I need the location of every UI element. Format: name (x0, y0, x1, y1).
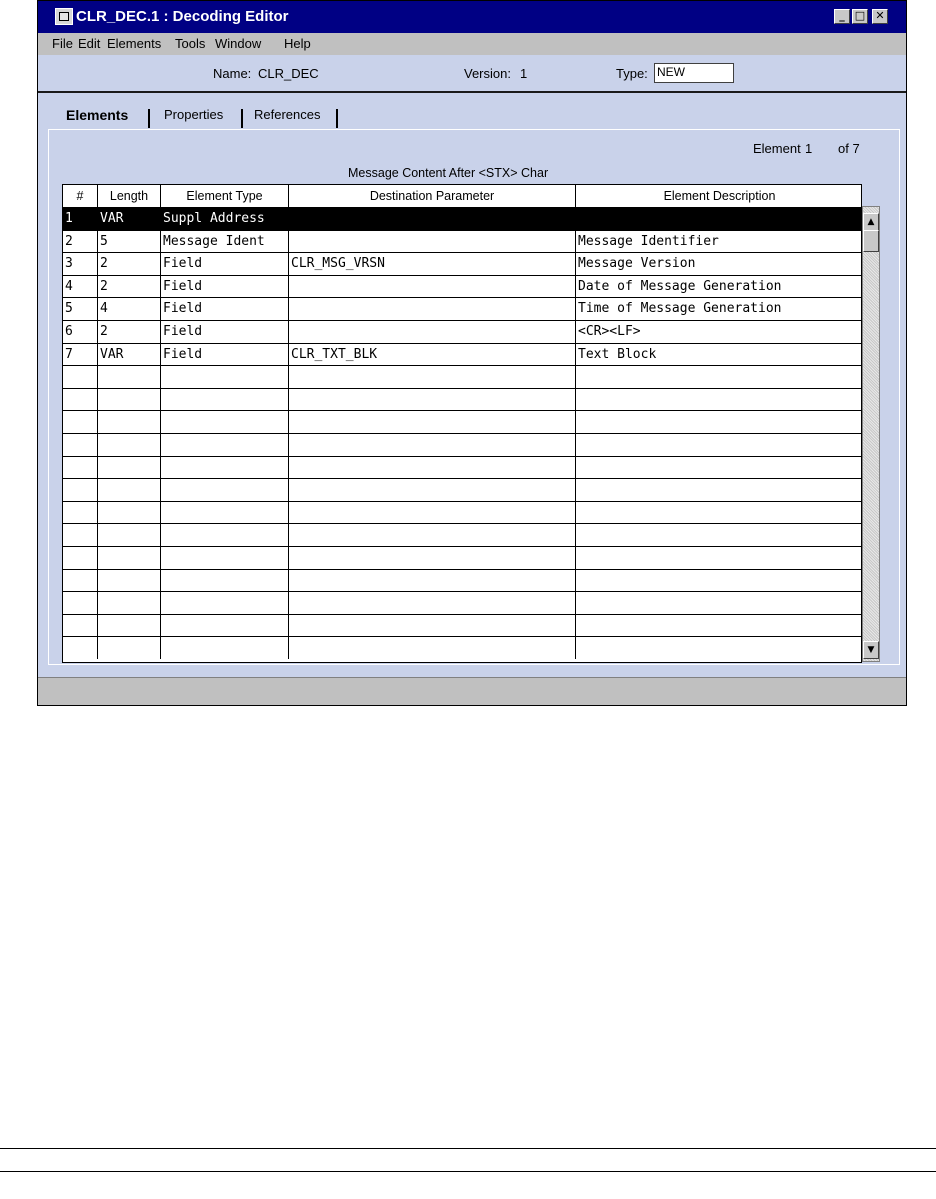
cell-element-type[interactable] (161, 524, 289, 546)
element-counter-total: of 7 (838, 141, 860, 156)
cell-length[interactable]: 4 (98, 298, 161, 320)
vertical-scrollbar[interactable] (862, 206, 880, 662)
cell-element-description[interactable] (576, 502, 862, 524)
cell-destination-parameter[interactable]: CLR_TXT_BLK (289, 344, 576, 366)
column-header-length[interactable]: Length (98, 185, 161, 207)
cell-length[interactable] (98, 502, 161, 524)
cell-destination-parameter[interactable]: CLR_MSG_VRSN (289, 253, 576, 275)
maximize-button[interactable]: □ (852, 9, 868, 24)
decoding-editor-window (37, 0, 907, 706)
title-bar[interactable] (38, 1, 906, 33)
cell-element-type[interactable] (161, 434, 289, 456)
cell-number[interactable] (63, 389, 98, 411)
cell-element-description[interactable]: Message Version (578, 256, 696, 272)
type-field[interactable]: NEW (654, 63, 734, 83)
table-row[interactable] (63, 410, 862, 433)
cell-destination-parameter[interactable] (289, 231, 576, 253)
table-row[interactable] (63, 388, 862, 411)
cell-element-type[interactable] (161, 411, 289, 433)
cell-destination-parameter[interactable] (289, 547, 576, 569)
cell-element-description[interactable] (576, 524, 862, 546)
cell-destination-parameter[interactable] (289, 366, 576, 388)
menu-tools[interactable]: Tools (175, 36, 206, 51)
cell-number[interactable] (63, 479, 98, 501)
cell-number[interactable] (63, 547, 98, 569)
cell-destination-parameter[interactable] (289, 479, 576, 501)
table-row[interactable] (63, 343, 862, 366)
table-row[interactable] (63, 252, 862, 275)
cell-element-type[interactable] (161, 457, 289, 479)
cell-element-description[interactable] (576, 434, 862, 456)
table-row[interactable] (63, 207, 862, 230)
cell-element-description[interactable] (576, 208, 862, 230)
table-row[interactable] (63, 230, 862, 253)
cell-number[interactable]: 4 (63, 276, 98, 298)
cell-number[interactable]: 2 (63, 231, 98, 253)
cell-number[interactable]: 1 (63, 208, 98, 230)
cell-element-type[interactable] (161, 570, 289, 592)
scroll-thumb[interactable] (863, 230, 879, 252)
cell-length[interactable]: 2 (98, 253, 161, 275)
version-value: 1 (520, 66, 528, 81)
cell-destination-parameter[interactable] (289, 208, 576, 230)
page-divider (0, 1171, 936, 1172)
cell-number[interactable] (63, 502, 98, 524)
cell-length[interactable]: VAR (98, 344, 161, 366)
cell-element-description[interactable] (576, 411, 862, 433)
cell-length[interactable] (98, 389, 161, 411)
cell-element-type[interactable]: Field (161, 253, 289, 275)
column-header-element-description[interactable]: Element Description (663, 189, 776, 203)
cell-length[interactable] (98, 411, 161, 433)
cell-destination-parameter[interactable] (289, 276, 576, 298)
cell-element-description[interactable] (576, 570, 862, 592)
tab-divider (241, 109, 243, 128)
status-bar (38, 677, 906, 705)
element-counter-label: Element (753, 141, 801, 156)
cell-length[interactable] (98, 547, 161, 569)
cell-element-type[interactable] (161, 637, 289, 659)
cell-element-type[interactable]: Field (161, 276, 289, 298)
cell-number[interactable] (63, 637, 98, 659)
table-row[interactable] (63, 456, 862, 479)
cell-length[interactable] (98, 457, 161, 479)
cell-destination-parameter[interactable] (289, 592, 576, 614)
page-divider (0, 1148, 936, 1149)
menu-help[interactable]: Help (284, 36, 311, 51)
column-header-number[interactable]: # (63, 185, 98, 207)
menu-bar (38, 33, 906, 55)
app-icon[interactable] (55, 8, 73, 25)
cell-element-type[interactable]: Field (161, 344, 289, 366)
cell-element-type[interactable] (161, 479, 289, 501)
cell-destination-parameter[interactable] (289, 321, 576, 343)
tab-elements[interactable]: Elements (66, 107, 129, 123)
name-label: Name: (213, 66, 252, 81)
cell-length[interactable] (98, 570, 161, 592)
cell-length[interactable] (98, 592, 161, 614)
cell-element-type[interactable]: Field (161, 298, 289, 320)
cell-element-description[interactable]: Text Block (578, 346, 657, 362)
menu-file[interactable]: File (52, 36, 73, 51)
cell-element-type[interactable]: Suppl Address (161, 208, 289, 230)
elements-table (62, 184, 862, 663)
table-row[interactable] (63, 569, 862, 592)
table-row[interactable] (63, 546, 862, 569)
cell-number[interactable] (63, 411, 98, 433)
cell-element-type[interactable]: Message Ident (161, 231, 289, 253)
cell-length[interactable] (98, 637, 161, 659)
cell-destination-parameter[interactable] (289, 434, 576, 456)
cell-element-description[interactable] (576, 637, 862, 659)
minimize-button[interactable]: _ (834, 9, 850, 24)
cell-element-description[interactable] (576, 389, 862, 411)
cell-number[interactable] (63, 366, 98, 388)
cell-length[interactable] (98, 479, 161, 501)
cell-element-description[interactable] (576, 479, 862, 501)
cell-destination-parameter[interactable] (289, 615, 576, 637)
cell-number[interactable] (63, 592, 98, 614)
cell-length[interactable] (98, 366, 161, 388)
column-header-destination-parameter[interactable]: Destination Parameter (289, 185, 576, 207)
table-row[interactable] (63, 523, 862, 546)
cell-number[interactable] (63, 524, 98, 546)
cell-element-description[interactable] (576, 366, 862, 388)
cell-element-type[interactable] (161, 389, 289, 411)
table-row[interactable] (63, 297, 862, 320)
table-caption: Message Content After <STX> Char (348, 166, 549, 180)
menu-elements[interactable]: Elements (107, 36, 162, 51)
tab-divider (336, 109, 338, 128)
name-value: CLR_DEC (258, 66, 319, 81)
header-info (38, 55, 906, 93)
element-counter-current: 1 (805, 141, 813, 156)
cell-number[interactable]: 3 (63, 253, 98, 275)
tab-properties[interactable]: Properties (164, 107, 224, 122)
cell-element-description[interactable]: Date of Message Generation (578, 278, 782, 294)
cell-number[interactable] (63, 434, 98, 456)
table-row[interactable] (63, 591, 862, 614)
cell-element-type[interactable] (161, 547, 289, 569)
cell-destination-parameter[interactable] (289, 411, 576, 433)
cell-length[interactable]: 5 (98, 231, 161, 253)
cell-element-description[interactable] (576, 615, 862, 637)
cell-length[interactable] (98, 434, 161, 456)
cell-element-description[interactable] (576, 457, 862, 479)
cell-element-description[interactable]: Time of Message Generation (578, 301, 782, 317)
table-row[interactable] (63, 433, 862, 456)
menu-window[interactable]: Window (215, 36, 262, 51)
table-row[interactable] (63, 636, 862, 659)
column-header-element-type[interactable]: Element Type (161, 185, 289, 207)
cell-element-type[interactable] (161, 592, 289, 614)
scroll-up-arrow-icon[interactable]: ▲ (863, 213, 879, 231)
cell-element-description[interactable] (576, 547, 862, 569)
cell-length[interactable]: 2 (98, 321, 161, 343)
cell-destination-parameter[interactable] (289, 570, 576, 592)
cell-length[interactable] (98, 524, 161, 546)
cell-element-type[interactable] (161, 615, 289, 637)
cell-length[interactable] (98, 615, 161, 637)
cell-length[interactable]: 2 (98, 276, 161, 298)
table-row[interactable] (63, 320, 862, 343)
cell-destination-parameter[interactable] (289, 298, 576, 320)
cell-destination-parameter[interactable] (289, 389, 576, 411)
table-row[interactable] (63, 275, 862, 298)
cell-number[interactable]: 5 (63, 298, 98, 320)
cell-destination-parameter[interactable] (289, 637, 576, 659)
cell-destination-parameter[interactable] (289, 524, 576, 546)
table-row[interactable] (63, 365, 862, 388)
cell-number[interactable] (63, 615, 98, 637)
cell-element-type[interactable] (161, 366, 289, 388)
cell-element-description[interactable]: <CR><LF> (578, 324, 641, 339)
table-row[interactable] (63, 501, 862, 524)
close-button[interactable]: ✕ (872, 9, 888, 24)
window-title: CLR_DEC.1 : Decoding Editor (76, 8, 289, 25)
cell-destination-parameter[interactable] (289, 457, 576, 479)
version-label: Version: (464, 66, 511, 81)
cell-element-type[interactable] (161, 502, 289, 524)
menu-edit[interactable]: Edit (78, 36, 101, 51)
cell-destination-parameter[interactable] (289, 502, 576, 524)
cell-element-description[interactable]: Message Identifier (578, 233, 719, 249)
cell-element-type[interactable]: Field (161, 321, 289, 343)
cell-number[interactable]: 7 (63, 344, 98, 366)
cell-element-description[interactable] (576, 592, 862, 614)
cell-number[interactable] (63, 457, 98, 479)
cell-number[interactable] (63, 570, 98, 592)
cell-number[interactable]: 6 (63, 321, 98, 343)
tab-references[interactable]: References (254, 107, 321, 122)
table-row[interactable] (63, 614, 862, 637)
tab-divider (148, 109, 150, 128)
table-row[interactable] (63, 478, 862, 501)
type-label: Type: (616, 66, 648, 81)
cell-length[interactable]: VAR (98, 208, 161, 230)
scroll-down-arrow-icon[interactable]: ▼ (863, 641, 879, 659)
